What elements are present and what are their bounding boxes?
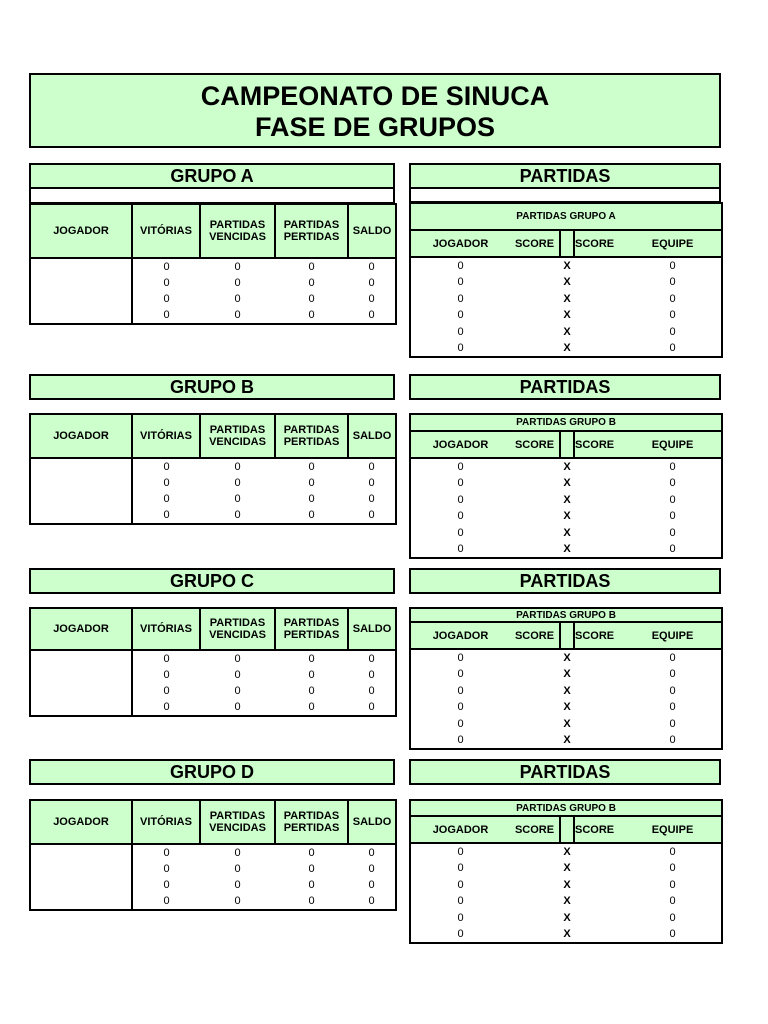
match-row xyxy=(410,508,722,525)
match-score-home: 0 xyxy=(457,276,464,289)
match-row xyxy=(410,716,722,733)
col-saldo: SALDO xyxy=(348,204,396,258)
standings-value: 0 xyxy=(308,509,315,521)
matches-caption: PARTIDAS GRUPO A xyxy=(410,203,722,230)
match-score-home: 0 xyxy=(457,895,464,908)
standings-value: 0 xyxy=(163,509,170,521)
col-partidas-perdidas xyxy=(275,204,348,258)
match-score-home: 0 xyxy=(457,260,464,272)
standings-value: 0 xyxy=(234,261,241,273)
match-row xyxy=(410,893,722,910)
match-row xyxy=(410,340,722,357)
standings-value: 0 xyxy=(234,701,241,713)
standings-value: 0 xyxy=(308,669,315,681)
standings-value: 0 xyxy=(308,863,315,875)
match-score-home: 0 xyxy=(457,493,464,506)
match-col-separator xyxy=(560,816,574,843)
match-row xyxy=(410,683,722,700)
match-score-home: 0 xyxy=(457,928,464,941)
col-partidas-vencidas-l2: VENCIDAS xyxy=(209,436,266,448)
match-col-score-2: SCORE xyxy=(574,230,624,257)
match-row xyxy=(410,307,722,324)
player-name-cell[interactable] xyxy=(30,458,132,524)
match-score-home: 0 xyxy=(457,668,464,681)
match-score-away: 0 xyxy=(669,260,676,272)
match-row xyxy=(410,910,722,927)
col-partidas-perdidas-l1: PARTIDAS xyxy=(283,219,340,231)
match-score-away: 0 xyxy=(669,878,676,891)
col-saldo: SALDO xyxy=(348,800,396,844)
title-line-2: FASE DE GRUPOS xyxy=(254,112,496,142)
matches-table-d xyxy=(409,799,723,944)
partidas-header-b: PARTIDAS xyxy=(409,374,721,400)
match-score-away: 0 xyxy=(669,477,676,490)
match-score-home: 0 xyxy=(457,701,464,714)
col-partidas-perdidas-l1: PARTIDAS xyxy=(283,424,340,436)
col-partidas-perdidas xyxy=(275,800,348,844)
match-versus: X xyxy=(563,878,571,891)
standings-value: 0 xyxy=(368,277,375,289)
standings-value: 0 xyxy=(163,685,170,697)
col-vitorias: VITÓRIAS xyxy=(132,800,200,844)
standings-value: 0 xyxy=(368,701,375,713)
match-score-away: 0 xyxy=(669,912,676,925)
col-jogador: JOGADOR xyxy=(30,414,132,458)
standings-value: 0 xyxy=(308,277,315,289)
match-score-home: 0 xyxy=(457,912,464,925)
partidas-header-a: PARTIDAS xyxy=(409,163,721,189)
standings-value: 0 xyxy=(163,277,170,289)
match-row xyxy=(410,732,722,749)
match-col-jogador: JOGADOR xyxy=(410,816,510,843)
match-row xyxy=(410,877,722,894)
match-versus: X xyxy=(563,846,571,858)
match-versus: X xyxy=(563,701,571,714)
col-jogador: JOGADOR xyxy=(30,608,132,650)
standings-value: 0 xyxy=(163,879,170,891)
matches-caption: PARTIDAS GRUPO B xyxy=(410,800,722,816)
match-score-home: 0 xyxy=(457,309,464,322)
match-versus: X xyxy=(563,309,571,322)
match-col-score: SCORE xyxy=(510,431,560,458)
player-name-cell[interactable] xyxy=(30,650,132,716)
match-score-away: 0 xyxy=(669,668,676,681)
standings-value: 0 xyxy=(368,685,375,697)
match-versus: X xyxy=(563,668,571,681)
match-col-jogador: JOGADOR xyxy=(410,622,510,649)
standings-value: 0 xyxy=(308,847,315,859)
match-col-equipe: EQUIPE xyxy=(624,431,722,458)
standings-table-d xyxy=(29,799,397,911)
match-col-equipe: EQUIPE xyxy=(624,230,722,257)
match-score-home: 0 xyxy=(457,326,464,339)
standings-value: 0 xyxy=(163,863,170,875)
match-col-jogador: JOGADOR xyxy=(410,431,510,458)
partidas-header-d: PARTIDAS xyxy=(409,759,721,785)
standings-value: 0 xyxy=(234,493,241,505)
match-row xyxy=(410,699,722,716)
standings-value: 0 xyxy=(234,477,241,489)
group-a-header: GRUPO A xyxy=(29,163,395,189)
match-score-away: 0 xyxy=(669,701,676,714)
match-versus: X xyxy=(563,928,571,941)
col-saldo: SALDO xyxy=(348,608,396,650)
col-partidas-vencidas-l1: PARTIDAS xyxy=(209,810,266,822)
match-score-away: 0 xyxy=(669,493,676,506)
match-col-jogador: JOGADOR xyxy=(410,230,510,257)
match-score-home: 0 xyxy=(457,510,464,523)
match-score-home: 0 xyxy=(457,292,464,305)
standings-value: 0 xyxy=(308,685,315,697)
standings-value: 0 xyxy=(234,685,241,697)
standings-value: 0 xyxy=(234,669,241,681)
matches-caption: PARTIDAS GRUPO B xyxy=(410,414,722,431)
match-score-home: 0 xyxy=(457,862,464,875)
match-versus: X xyxy=(563,292,571,305)
player-name-cell[interactable] xyxy=(30,258,132,324)
standings-value: 0 xyxy=(368,879,375,891)
match-score-away: 0 xyxy=(669,309,676,322)
match-row xyxy=(410,525,722,542)
standings-row xyxy=(30,458,396,475)
match-row xyxy=(410,541,722,558)
standings-value: 0 xyxy=(368,847,375,859)
col-vitorias: VITÓRIAS xyxy=(132,204,200,258)
col-partidas-vencidas-l1: PARTIDAS xyxy=(209,424,266,436)
match-versus: X xyxy=(563,912,571,925)
standings-value: 0 xyxy=(163,895,170,907)
standings-table-c xyxy=(29,607,397,717)
col-partidas-vencidas-l2: VENCIDAS xyxy=(209,231,266,243)
match-score-away: 0 xyxy=(669,846,676,858)
col-partidas-vencidas xyxy=(200,608,275,650)
standings-value: 0 xyxy=(368,895,375,907)
match-row xyxy=(410,666,722,683)
match-score-away: 0 xyxy=(669,718,676,731)
standings-value: 0 xyxy=(368,477,375,489)
standings-value: 0 xyxy=(163,293,170,305)
match-row xyxy=(410,257,722,274)
match-score-home: 0 xyxy=(457,342,464,355)
standings-value: 0 xyxy=(234,277,241,289)
col-vitorias: VITÓRIAS xyxy=(132,414,200,458)
matches-caption: PARTIDAS GRUPO B xyxy=(410,608,722,622)
standings-value: 0 xyxy=(163,669,170,681)
match-score-home: 0 xyxy=(457,718,464,731)
match-col-equipe: EQUIPE xyxy=(624,622,722,649)
col-partidas-vencidas xyxy=(200,800,275,844)
group-c-header: GRUPO C xyxy=(29,568,395,594)
standings-value: 0 xyxy=(308,895,315,907)
match-score-away: 0 xyxy=(669,292,676,305)
standings-value: 0 xyxy=(234,509,241,521)
standings-value: 0 xyxy=(234,879,241,891)
col-jogador: JOGADOR xyxy=(30,204,132,258)
match-score-home: 0 xyxy=(457,734,464,747)
match-score-away: 0 xyxy=(669,652,676,664)
col-jogador: JOGADOR xyxy=(30,800,132,844)
match-score-home: 0 xyxy=(457,461,464,473)
standings-value: 0 xyxy=(368,293,375,305)
match-row xyxy=(410,492,722,509)
match-versus: X xyxy=(563,477,571,490)
col-vitorias: VITÓRIAS xyxy=(132,608,200,650)
col-partidas-perdidas xyxy=(275,414,348,458)
col-partidas-vencidas-l2: VENCIDAS xyxy=(209,629,266,641)
standings-value: 0 xyxy=(308,293,315,305)
match-row xyxy=(410,274,722,291)
match-versus: X xyxy=(563,510,571,523)
partidas-header-c: PARTIDAS xyxy=(409,568,721,594)
standings-row xyxy=(30,650,396,667)
match-score-away: 0 xyxy=(669,461,676,473)
match-versus: X xyxy=(563,342,571,355)
col-partidas-perdidas-l2: PERTIDAS xyxy=(283,629,340,641)
col-partidas-vencidas-l1: PARTIDAS xyxy=(209,617,266,629)
match-score-away: 0 xyxy=(669,326,676,339)
standings-value: 0 xyxy=(308,461,315,473)
col-partidas-perdidas xyxy=(275,608,348,650)
col-partidas-vencidas xyxy=(200,414,275,458)
match-score-away: 0 xyxy=(669,510,676,523)
match-score-home: 0 xyxy=(457,543,464,556)
match-versus: X xyxy=(563,718,571,731)
standings-row xyxy=(30,258,396,275)
match-versus: X xyxy=(563,260,571,272)
standings-value: 0 xyxy=(234,895,241,907)
col-partidas-perdidas-l2: PERTIDAS xyxy=(283,436,340,448)
match-row xyxy=(410,843,722,860)
match-row xyxy=(410,324,722,341)
matches-a-spacer xyxy=(409,189,721,203)
match-row xyxy=(410,860,722,877)
match-versus: X xyxy=(563,461,571,473)
col-partidas-vencidas xyxy=(200,204,275,258)
standings-value: 0 xyxy=(368,461,375,473)
standings-table-a xyxy=(29,203,397,325)
match-col-equipe: EQUIPE xyxy=(624,816,722,843)
col-partidas-vencidas-l2: VENCIDAS xyxy=(209,822,266,834)
match-versus: X xyxy=(563,652,571,664)
standings-value: 0 xyxy=(234,847,241,859)
matches-table-a xyxy=(409,202,723,358)
standings-table-b xyxy=(29,413,397,525)
col-partidas-vencidas-l1: PARTIDAS xyxy=(209,219,266,231)
match-col-separator xyxy=(560,230,574,257)
match-score-away: 0 xyxy=(669,684,676,697)
match-versus: X xyxy=(563,862,571,875)
match-col-score: SCORE xyxy=(510,816,560,843)
standings-value: 0 xyxy=(163,261,170,273)
standings-value: 0 xyxy=(163,461,170,473)
col-partidas-perdidas-l1: PARTIDAS xyxy=(283,810,340,822)
match-versus: X xyxy=(563,684,571,697)
group-b-header: GRUPO B xyxy=(29,374,395,400)
standings-value: 0 xyxy=(308,493,315,505)
standings-value: 0 xyxy=(368,493,375,505)
match-col-score-2: SCORE xyxy=(574,431,624,458)
standings-row xyxy=(30,844,396,861)
group-a-spacer xyxy=(29,189,395,204)
match-col-score: SCORE xyxy=(510,230,560,257)
match-versus: X xyxy=(563,543,571,556)
standings-value: 0 xyxy=(308,261,315,273)
standings-value: 0 xyxy=(163,493,170,505)
standings-value: 0 xyxy=(368,261,375,273)
match-score-home: 0 xyxy=(457,652,464,664)
title-line-1: CAMPEONATO DE SINUCA xyxy=(200,81,550,111)
group-d-header: GRUPO D xyxy=(29,759,395,785)
match-score-home: 0 xyxy=(457,684,464,697)
col-partidas-perdidas-l2: PERTIDAS xyxy=(283,231,340,243)
standings-value: 0 xyxy=(163,847,170,859)
match-row xyxy=(410,926,722,943)
matches-table-b xyxy=(409,413,723,559)
match-versus: X xyxy=(563,734,571,747)
match-row xyxy=(410,475,722,492)
match-row xyxy=(410,458,722,475)
match-score-away: 0 xyxy=(669,928,676,941)
standings-value: 0 xyxy=(163,477,170,489)
standings-value: 0 xyxy=(308,653,315,665)
page-title xyxy=(29,73,721,148)
player-name-cell[interactable] xyxy=(30,844,132,910)
standings-value: 0 xyxy=(163,701,170,713)
matches-table-c xyxy=(409,607,723,750)
match-score-away: 0 xyxy=(669,276,676,289)
standings-value: 0 xyxy=(234,309,241,321)
standings-value: 0 xyxy=(308,879,315,891)
match-versus: X xyxy=(563,895,571,908)
standings-value: 0 xyxy=(234,293,241,305)
match-score-home: 0 xyxy=(457,477,464,490)
match-score-away: 0 xyxy=(669,895,676,908)
standings-value: 0 xyxy=(368,653,375,665)
col-saldo: SALDO xyxy=(348,414,396,458)
standings-value: 0 xyxy=(368,863,375,875)
col-partidas-perdidas-l2: PERTIDAS xyxy=(283,822,340,834)
col-partidas-perdidas-l1: PARTIDAS xyxy=(283,617,340,629)
standings-value: 0 xyxy=(368,309,375,321)
match-versus: X xyxy=(563,326,571,339)
match-col-score-2: SCORE xyxy=(574,622,624,649)
match-versus: X xyxy=(563,276,571,289)
match-score-away: 0 xyxy=(669,734,676,747)
match-row xyxy=(410,649,722,666)
match-score-away: 0 xyxy=(669,862,676,875)
match-col-separator xyxy=(560,431,574,458)
standings-value: 0 xyxy=(234,461,241,473)
match-row xyxy=(410,291,722,308)
match-versus: X xyxy=(563,527,571,540)
standings-value: 0 xyxy=(308,477,315,489)
match-score-home: 0 xyxy=(457,846,464,858)
match-col-score-2: SCORE xyxy=(574,816,624,843)
standings-value: 0 xyxy=(163,653,170,665)
match-score-away: 0 xyxy=(669,527,676,540)
standings-value: 0 xyxy=(163,309,170,321)
standings-value: 0 xyxy=(368,509,375,521)
standings-value: 0 xyxy=(308,701,315,713)
standings-value: 0 xyxy=(308,309,315,321)
match-col-separator xyxy=(560,622,574,649)
match-score-home: 0 xyxy=(457,527,464,540)
match-versus: X xyxy=(563,493,571,506)
match-score-away: 0 xyxy=(669,342,676,355)
standings-value: 0 xyxy=(234,653,241,665)
standings-value: 0 xyxy=(234,863,241,875)
match-col-score: SCORE xyxy=(510,622,560,649)
match-score-away: 0 xyxy=(669,543,676,556)
match-score-home: 0 xyxy=(457,878,464,891)
standings-value: 0 xyxy=(368,669,375,681)
